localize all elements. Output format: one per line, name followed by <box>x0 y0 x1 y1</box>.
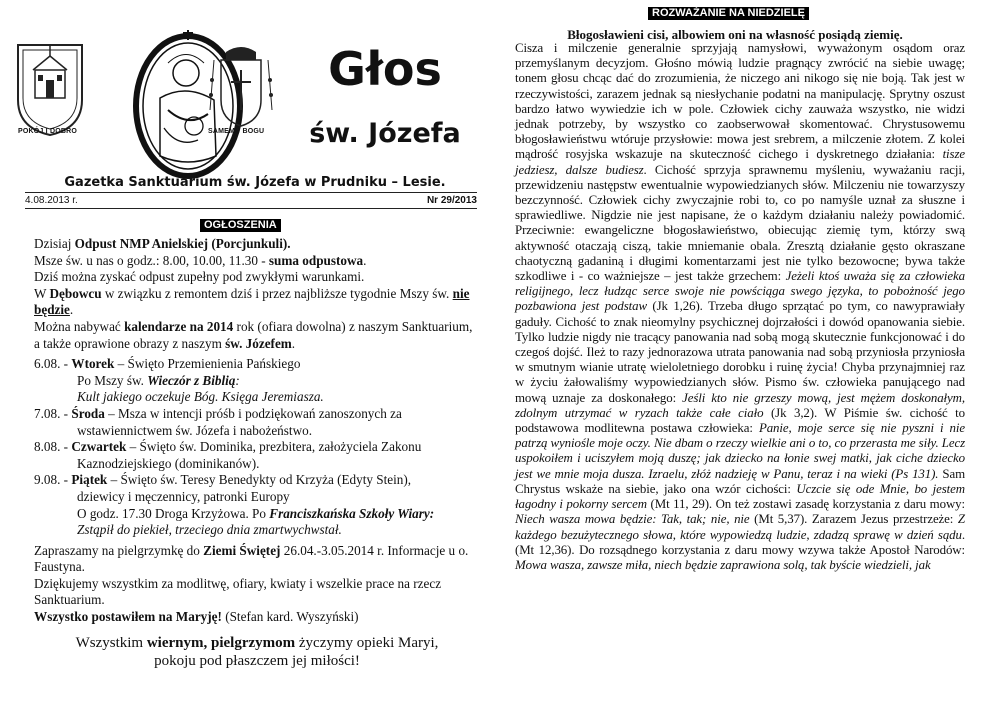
text-bold: suma odpustowa <box>268 252 364 268</box>
event-date: 8.08. - <box>34 439 72 455</box>
ecclesiastical-crest-icon <box>206 40 276 137</box>
text: Zapraszamy na pielgrzymkę do <box>34 542 204 558</box>
reflection-body <box>515 41 965 573</box>
quote-italic: Panie, moje serce się nie pyszni i nie patrzą wyniośle moje oczy. Nie dbam o rzeczy wielkie ani o to, co przerasta me siły. Lecz uspokoiłem i uciszyłem moją duszę; jak dziecko na łonie swej matki, jak ciche dziecko jest we mnie moja dusza. Izraelu, złóż nadzieję w Panu, teraz i na wieki (Ps 131). <box>515 421 965 481</box>
quote-italic: Uczcie się ode Mnie, bo jestem łagodny i pokorny sercem <box>515 481 965 512</box>
announcements-heading: OGŁOSZENIA <box>200 219 281 232</box>
text: Wszystkim <box>75 634 147 651</box>
event-day: Czwartek <box>71 439 127 455</box>
event-text: – Święto św. Dominika, prezbitera, założyciela Zakonu <box>126 439 422 455</box>
text: . <box>291 335 296 351</box>
text: Można nabywać <box>34 318 125 334</box>
text-bold: Odpust NMP Anielskiej (Porcjunkuli). <box>74 236 291 251</box>
text: w związku z remontem dziś i przez najbliższe tygodnie Mszy św. <box>101 285 453 301</box>
text: (Jk 3,2). W Piśmie św. cichość to podstawowa modlitewna postawa człowieka: <box>515 405 966 436</box>
announcement-line: Dziękujemy wszystkim za modlitwę, ofiary, kwiaty i wszelkie prace na rzecz Sanktuarium. <box>34 575 442 608</box>
text-bold: kalendarze na 2014 <box>124 318 234 334</box>
text-bold: Ziemi Świętej <box>203 542 281 558</box>
reflection-title: Błogosławieni cisi, albowiem oni na własność posiądą ziemię. <box>567 27 903 42</box>
closing-line: pokoju pod płaszczem jej miłości! <box>154 652 360 669</box>
event-detail <box>34 389 480 406</box>
event-text: – Msza w intencji próśb i podziękowań zanoszonych za <box>104 405 402 421</box>
announcement-line: Dziś można zyskać odpust zupełny pod zwykłymi warunkami. <box>34 269 365 285</box>
event-item <box>34 356 480 373</box>
event-detail <box>34 506 480 523</box>
text-italic: Kult jakiego oczekuje Bóg. Księga Jeremiasza. <box>77 389 324 405</box>
text-bold-italic: Franciszkańska Szkoły Wiary: <box>269 505 435 521</box>
text-bold-underlined: nie będzie <box>34 285 470 318</box>
text: Sam Chrystus wskaże na siebie, jako ona wzór cichości: <box>515 466 966 496</box>
text-italic: Zstąpił do piekieł, trzeciego dnia zmartwychwstał. <box>77 522 342 538</box>
text: życzymy opieki Maryi, <box>295 634 439 651</box>
franciscan-crest-icon <box>15 40 85 137</box>
quote-italic: Jeśli kto nie grzeszy mową, jest mężem doskonałym, zdolnym utrzymać w ryzach także całe ciało <box>515 390 965 420</box>
announcement-line <box>34 543 480 576</box>
text: (Stefan kard. Wyszyński) <box>221 609 359 625</box>
announcement-line <box>34 286 480 319</box>
text: Cisza i milczenie generalnie sprzyjają namysłowi, wyważonym osądom oraz przemyślanym decyzjom. Głośno mówią ludzie pragnący zwrócić na siebie uwagę; tonem głosu chcąc dać do zrozumienia, że niczego ani nikogo się nie boją. Tak jest w rzeczywistości, zarazem jednak są niesłychanie podatni na manipulację. Sprytny oszust bardzo łatwo wywiedzie ich w pole. Człowiek cichy zauważa wszystko, nie widzi jednak potrzeby, by wszystko co zaobserwował skomentować. Chrystusowemu błogosławieństwu wtóruje przysłowie: mowa jest srebrem, a milczenie złotem. Z kolei mądrość rosyjska wskazuje na skuteczność cichego i dyskretnego działania: <box>515 41 965 162</box>
text: Dzisiaj <box>34 236 75 251</box>
text: O godz. 17.30 Droga Krzyżowa. Po <box>77 505 270 521</box>
event-detail <box>34 522 480 539</box>
issue-date: 4.08.2013 r. <box>25 195 78 206</box>
text: (Mt 11, 29). On też zostawi zasadę korzystania z daru mowy: <box>646 497 965 512</box>
header-rule-top <box>25 192 477 193</box>
text-italic: : <box>235 372 240 388</box>
publication-subtitle: Gazetka Sanktuarium św. Józefa w Prudniku – Lesie. <box>64 175 446 190</box>
event-day: Piątek <box>71 472 108 488</box>
closing-line <box>34 634 480 652</box>
closing-wishes <box>34 634 480 670</box>
quote-italic: Mowa wasza, zawsze miła, niech będzie zaprawiona solą, tak byście wiedzieli, jak <box>515 557 931 572</box>
reflection-heading: ROZWAŻANIE NA NIEDZIELĘ <box>648 7 809 20</box>
quote-italic: Jeżeli ktoś uważa się za człowieka religijnego, lecz łudząc serce swoje nie powściąga swego języka, to pobożność jego pozbawiona jest podstaw <box>515 269 965 314</box>
motto-left: POKÓJ I DOBRO <box>18 128 77 135</box>
event-item <box>34 439 480 456</box>
text-bold-italic: Wieczór z Biblią <box>147 372 236 388</box>
quote-italic: tisze jedziesz, dalsze budiesz <box>515 147 965 177</box>
text: Msze św. u nas o godz.: 8.00, 10.00, 11.30 - <box>34 252 269 268</box>
text: (Jk 1,26). Trzeba długo sprzątać po tym, co nawyprawiały gaduły. Cichość to znak nieomylny psychicznej dojrzałości i dowód opanowania siebie. Tylko ludzie nigdy nie tracący panowania nad sobą mogą skutecznie funkcjonować i do czegoś dojść. Ileż to razy jednorazowa utrata panowania nad sobą przyniosła przyniosła w smutnym wianie utratę wieloletniego dorobku i ruinę życia! Chyba przynajmniej raz w życiu żałowaliśmy wypowiedzianych słów. Pismo św. człowieka panującego nad mową uznaje za doskonałego: <box>515 299 965 405</box>
header-rule-bottom <box>25 208 477 209</box>
event-day: Środa <box>71 405 105 421</box>
text-bold: Wszystko postawiłem na Maryję! <box>34 609 222 625</box>
text: 26.04.-3.05.2014 r. Informacje u o. Faustyna. <box>34 542 469 575</box>
issue-number: Nr 29/2013 <box>426 195 477 206</box>
text: rok (ofiara dowolna) z naszym Sanktuarium, a także oprawione obrazy z naszym <box>34 318 473 351</box>
text: Po Mszy św. <box>77 372 148 388</box>
text: . <box>69 302 74 318</box>
announcements-body <box>34 236 480 670</box>
event-text: – Święto św. Teresy Benedykty od Krzyża (Edyty Stein), <box>107 472 412 488</box>
announcement-line <box>34 236 480 253</box>
event-item <box>34 472 480 489</box>
event-item <box>34 406 480 423</box>
text: . (Mt 12,36). Do rozsądnego korzystania z daru mowy wzywa także Apostoł Narodów: <box>515 527 965 557</box>
quote-italic: Niech wasza mowa będzie: Tak, tak; nie, nie <box>515 512 750 527</box>
event-day: Wtorek <box>71 356 115 372</box>
event-detail <box>34 373 480 390</box>
text: . Cichość sprzyja sprawnemu myśleniu, wyważaniu racji, przewidzeniu następstw ewentualnie wypowiedzianych słów. Milczeniu nie towarzyszy bezczynność. Człowiek cichy zwyczajnie robi to, co po namyśle uznał za słuszne i sprawiedliwe. Nigdzie nie jest napisane, że o każdym działaniu należy powiadomić. Przeciwnie: ewangeliczne błogosławieństwo, obiecując ziemię tym, którzy swą aktywność otaczają ciszą, takie mniemanie obala. Zresztą działanie gęsto okraszane chaotyczną gadaniną i długimi komentarzami jest nie tylko bezowocne; bywa także szkodliwe i - co ważniejsze – jest także grzechem: <box>515 162 965 284</box>
announcement-line <box>34 319 480 352</box>
text-bold: wiernym, pielgrzymom <box>146 634 296 651</box>
event-list <box>34 356 480 539</box>
event-date: 6.08. - <box>34 356 72 372</box>
event-date: 7.08. - <box>34 405 72 421</box>
text: (Mt 5,37). Zarazem Jezus przestrzeże: <box>749 512 958 527</box>
masthead-subtitle: św. Józefa <box>309 118 461 149</box>
event-date: 9.08. - <box>34 472 72 488</box>
text-bold: Dębowcu <box>49 285 102 301</box>
event-detail: Kaznodziejskiego (dominikanów). <box>77 455 260 471</box>
text: W <box>34 285 50 301</box>
quote-italic: Z każdego bezużytecznego słowa, które wypowiedzą ludzie, zdadzą sprawę w dzień sądu <box>515 512 965 542</box>
text: . <box>363 252 367 268</box>
announcement-line <box>34 253 480 270</box>
masthead-title: Głos <box>328 42 442 96</box>
text-bold: św. Józefem <box>225 335 292 351</box>
event-detail: wstawiennictwem św. Józefa i nabożeństwo. <box>77 422 312 438</box>
event-detail: dziewicy i męczennicy, patronki Europy <box>77 488 290 504</box>
event-text: – Święto Przemienienia Pańskiego <box>114 356 301 372</box>
motto-right: SAMEMU BOGU <box>208 128 265 135</box>
announcement-line <box>34 609 480 626</box>
